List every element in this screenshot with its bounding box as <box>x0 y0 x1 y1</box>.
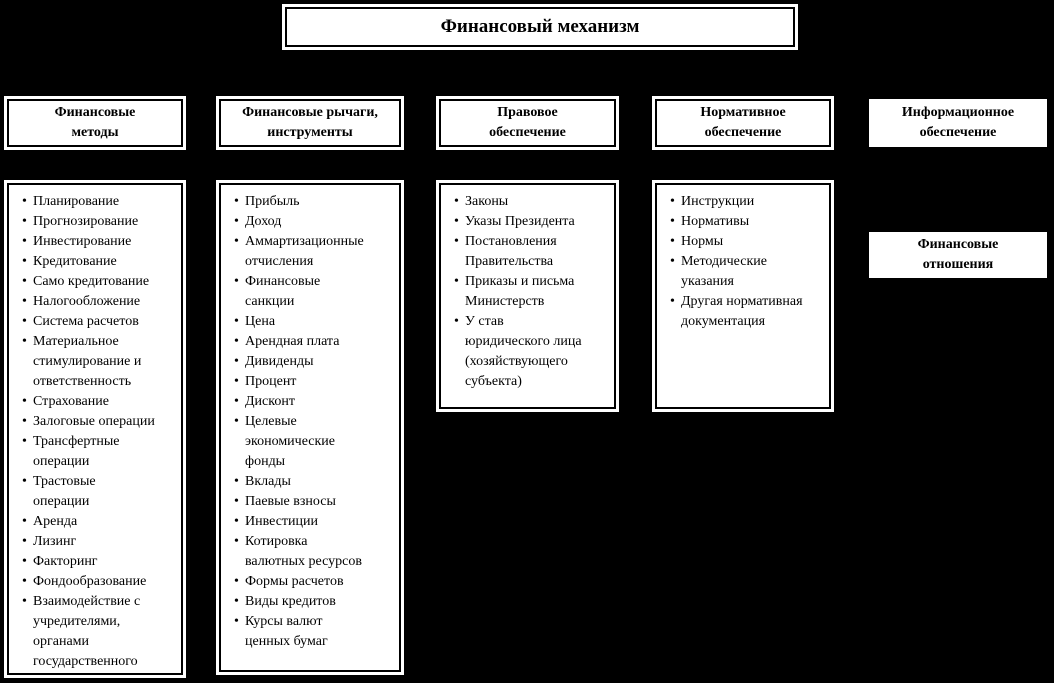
list-item <box>16 292 179 312</box>
bullet-icon: • <box>234 214 239 229</box>
list-item-text: Приказы и письма Министерств <box>465 274 575 309</box>
list-item <box>448 212 612 232</box>
list-item <box>16 272 179 292</box>
list-item-text: Взаимодействие с учредителями, органами государственного <box>33 594 141 669</box>
list-item-text: Трастовые операции <box>33 474 96 509</box>
list-item-text: Арендная плата <box>245 334 340 349</box>
bullet-icon: • <box>234 594 239 609</box>
list-item-text: Постановления Правительства <box>465 234 557 269</box>
list-item <box>228 272 397 312</box>
bullet-icon: • <box>670 194 675 209</box>
list-item-text: Указы Президента <box>465 214 575 229</box>
bullet-icon: • <box>22 594 27 609</box>
list-item <box>228 232 397 272</box>
bullet-icon: • <box>454 274 459 289</box>
list-item-text: Методические указания <box>681 254 767 289</box>
list-item <box>228 412 397 472</box>
list-item-text: Котировка валютных ресурсов <box>245 534 362 569</box>
list-item-text: Аммартизационные отчисления <box>245 234 364 269</box>
list-item-text: Дивиденды <box>245 354 314 369</box>
list-item <box>664 192 827 212</box>
list-item <box>228 332 397 352</box>
list-item <box>664 252 827 292</box>
list-item <box>228 472 397 492</box>
bullet-icon: • <box>670 294 675 309</box>
list-item-text: Финансовые санкции <box>245 274 321 309</box>
list-financial-methods <box>7 183 183 675</box>
list-item-text: Само кредитование <box>33 274 150 289</box>
list-item <box>448 312 612 392</box>
list-item-text: Целевые экономические фонды <box>245 414 336 469</box>
list-item <box>664 232 827 252</box>
list-financial-levers <box>219 183 401 672</box>
list-item-text: Цена <box>245 314 276 329</box>
bullet-icon: • <box>22 414 27 429</box>
list-item <box>16 592 179 672</box>
bullet-icon: • <box>22 514 27 529</box>
list-item <box>664 212 827 232</box>
list-item <box>228 532 397 572</box>
bullet-icon: • <box>454 314 459 329</box>
bullet-icon: • <box>234 314 239 329</box>
list-normative-support <box>655 183 831 409</box>
list-item-text: Факторинг <box>33 554 98 569</box>
bullet-icon: • <box>670 254 675 269</box>
bullet-icon: • <box>22 334 27 349</box>
list-item-text: Формы расчетов <box>245 574 344 589</box>
header-normative-support <box>655 99 831 147</box>
bullet-icon: • <box>22 554 27 569</box>
list-item <box>448 272 612 312</box>
list-item <box>228 512 397 532</box>
bullet-icon: • <box>22 394 27 409</box>
header-label: Нормативное обеспечение <box>700 105 786 140</box>
list-item <box>448 192 612 212</box>
list-item <box>228 612 397 652</box>
list-item-text: Фондообразование <box>33 574 147 589</box>
bullet-icon: • <box>234 274 239 289</box>
list-item <box>16 432 179 472</box>
list-item-text: Дисконт <box>245 394 295 409</box>
list-item-text: Нормы <box>681 234 724 249</box>
list-item-text: Инвестирование <box>33 234 132 249</box>
financial-relations-box <box>869 232 1047 278</box>
bullet-icon: • <box>22 574 27 589</box>
list-item <box>16 332 179 392</box>
list-item <box>228 312 397 332</box>
bullet-icon: • <box>454 234 459 249</box>
bullet-icon: • <box>234 574 239 589</box>
bullet-icon: • <box>454 214 459 229</box>
list-item <box>228 572 397 592</box>
list-item-text: Прибыль <box>245 194 300 209</box>
bullet-icon: • <box>234 194 239 209</box>
bullet-icon: • <box>234 474 239 489</box>
header-information-support <box>869 99 1047 147</box>
bullet-icon: • <box>22 254 27 269</box>
list-item-text: Аренда <box>33 514 78 529</box>
list-item-text: Трансфертные операции <box>33 434 120 469</box>
list-item-text: Инструкции <box>681 194 755 209</box>
list-item <box>16 532 179 552</box>
list-legal-support <box>439 183 616 409</box>
list-item <box>664 292 827 332</box>
header-label: Правовое обеспечение <box>489 105 566 140</box>
bullet-icon: • <box>234 234 239 249</box>
bullet-icon: • <box>22 294 27 309</box>
list-item <box>16 252 179 272</box>
financial-relations-label: Финансовые отношения <box>917 237 999 272</box>
list-item <box>16 312 179 332</box>
list-item-text: Виды кредитов <box>245 594 336 609</box>
header-financial-methods <box>7 99 183 147</box>
bullet-icon: • <box>234 494 239 509</box>
bullet-icon: • <box>22 214 27 229</box>
header-label: Информационное обеспечение <box>901 105 1015 140</box>
list-item <box>228 192 397 212</box>
bullet-icon: • <box>670 214 675 229</box>
bullet-icon: • <box>234 374 239 389</box>
bullet-icon: • <box>234 514 239 529</box>
bullet-icon: • <box>22 534 27 549</box>
list-item <box>228 492 397 512</box>
list-item <box>16 192 179 212</box>
list-item <box>228 212 397 232</box>
list-item-text: Налогообложение <box>33 294 141 309</box>
bullet-icon: • <box>234 334 239 349</box>
bullet-icon: • <box>22 474 27 489</box>
bullet-icon: • <box>454 194 459 209</box>
bullet-icon: • <box>22 274 27 289</box>
bullet-icon: • <box>22 314 27 329</box>
header-label: Финансовые рычаги, инструменты <box>242 105 378 140</box>
bullet-icon: • <box>234 414 239 429</box>
list-item <box>16 392 179 412</box>
list-item-text: Прогнозирование <box>33 214 139 229</box>
list-item-text: Процент <box>245 374 297 389</box>
list-item-text: Законы <box>465 194 509 209</box>
bullet-icon: • <box>234 394 239 409</box>
list-item-text: Залоговые операции <box>33 414 155 429</box>
list-item <box>448 232 612 272</box>
list-item-text: Кредитование <box>33 254 117 269</box>
list-item-text: Страхование <box>33 394 109 409</box>
list-item-text: Инвестиции <box>245 514 318 529</box>
list-item-text: Материальное стимулирование и ответственность <box>33 334 142 389</box>
list-item <box>16 552 179 572</box>
list-item-text: Курсы валют ценных бумаг <box>245 614 328 649</box>
bullet-icon: • <box>234 354 239 369</box>
list-item-text: Нормативы <box>681 214 750 229</box>
list-item-text: Вклады <box>245 474 291 489</box>
list-item-text: Доход <box>245 214 282 229</box>
list-item-text: Система расчетов <box>33 314 139 329</box>
list-item-text: Паевые взносы <box>245 494 336 509</box>
list-item <box>16 412 179 432</box>
bullet-icon: • <box>670 234 675 249</box>
header-label: Финансовые методы <box>54 105 136 140</box>
bullet-icon: • <box>22 434 27 449</box>
list-item <box>16 572 179 592</box>
bullet-icon: • <box>22 234 27 249</box>
bullet-icon: • <box>22 194 27 209</box>
header-financial-levers <box>219 99 401 147</box>
list-item-text: Лизинг <box>33 534 77 549</box>
list-item <box>16 232 179 252</box>
list-item <box>16 512 179 532</box>
list-item-text: Другая нормативная документация <box>681 294 803 329</box>
list-item-text: Планирование <box>33 194 120 209</box>
list-item <box>228 352 397 372</box>
title-box <box>285 7 795 47</box>
bullet-icon: • <box>234 614 239 629</box>
list-item <box>16 212 179 232</box>
list-item-text: У став юридического лица (хозяйствующего субъекта) <box>465 314 582 389</box>
bullet-icon: • <box>234 534 239 549</box>
diagram-title: Финансовый механизм <box>440 16 640 37</box>
list-item <box>228 392 397 412</box>
list-item <box>228 372 397 392</box>
list-item <box>16 472 179 512</box>
list-item <box>228 592 397 612</box>
header-legal-support <box>439 99 616 147</box>
